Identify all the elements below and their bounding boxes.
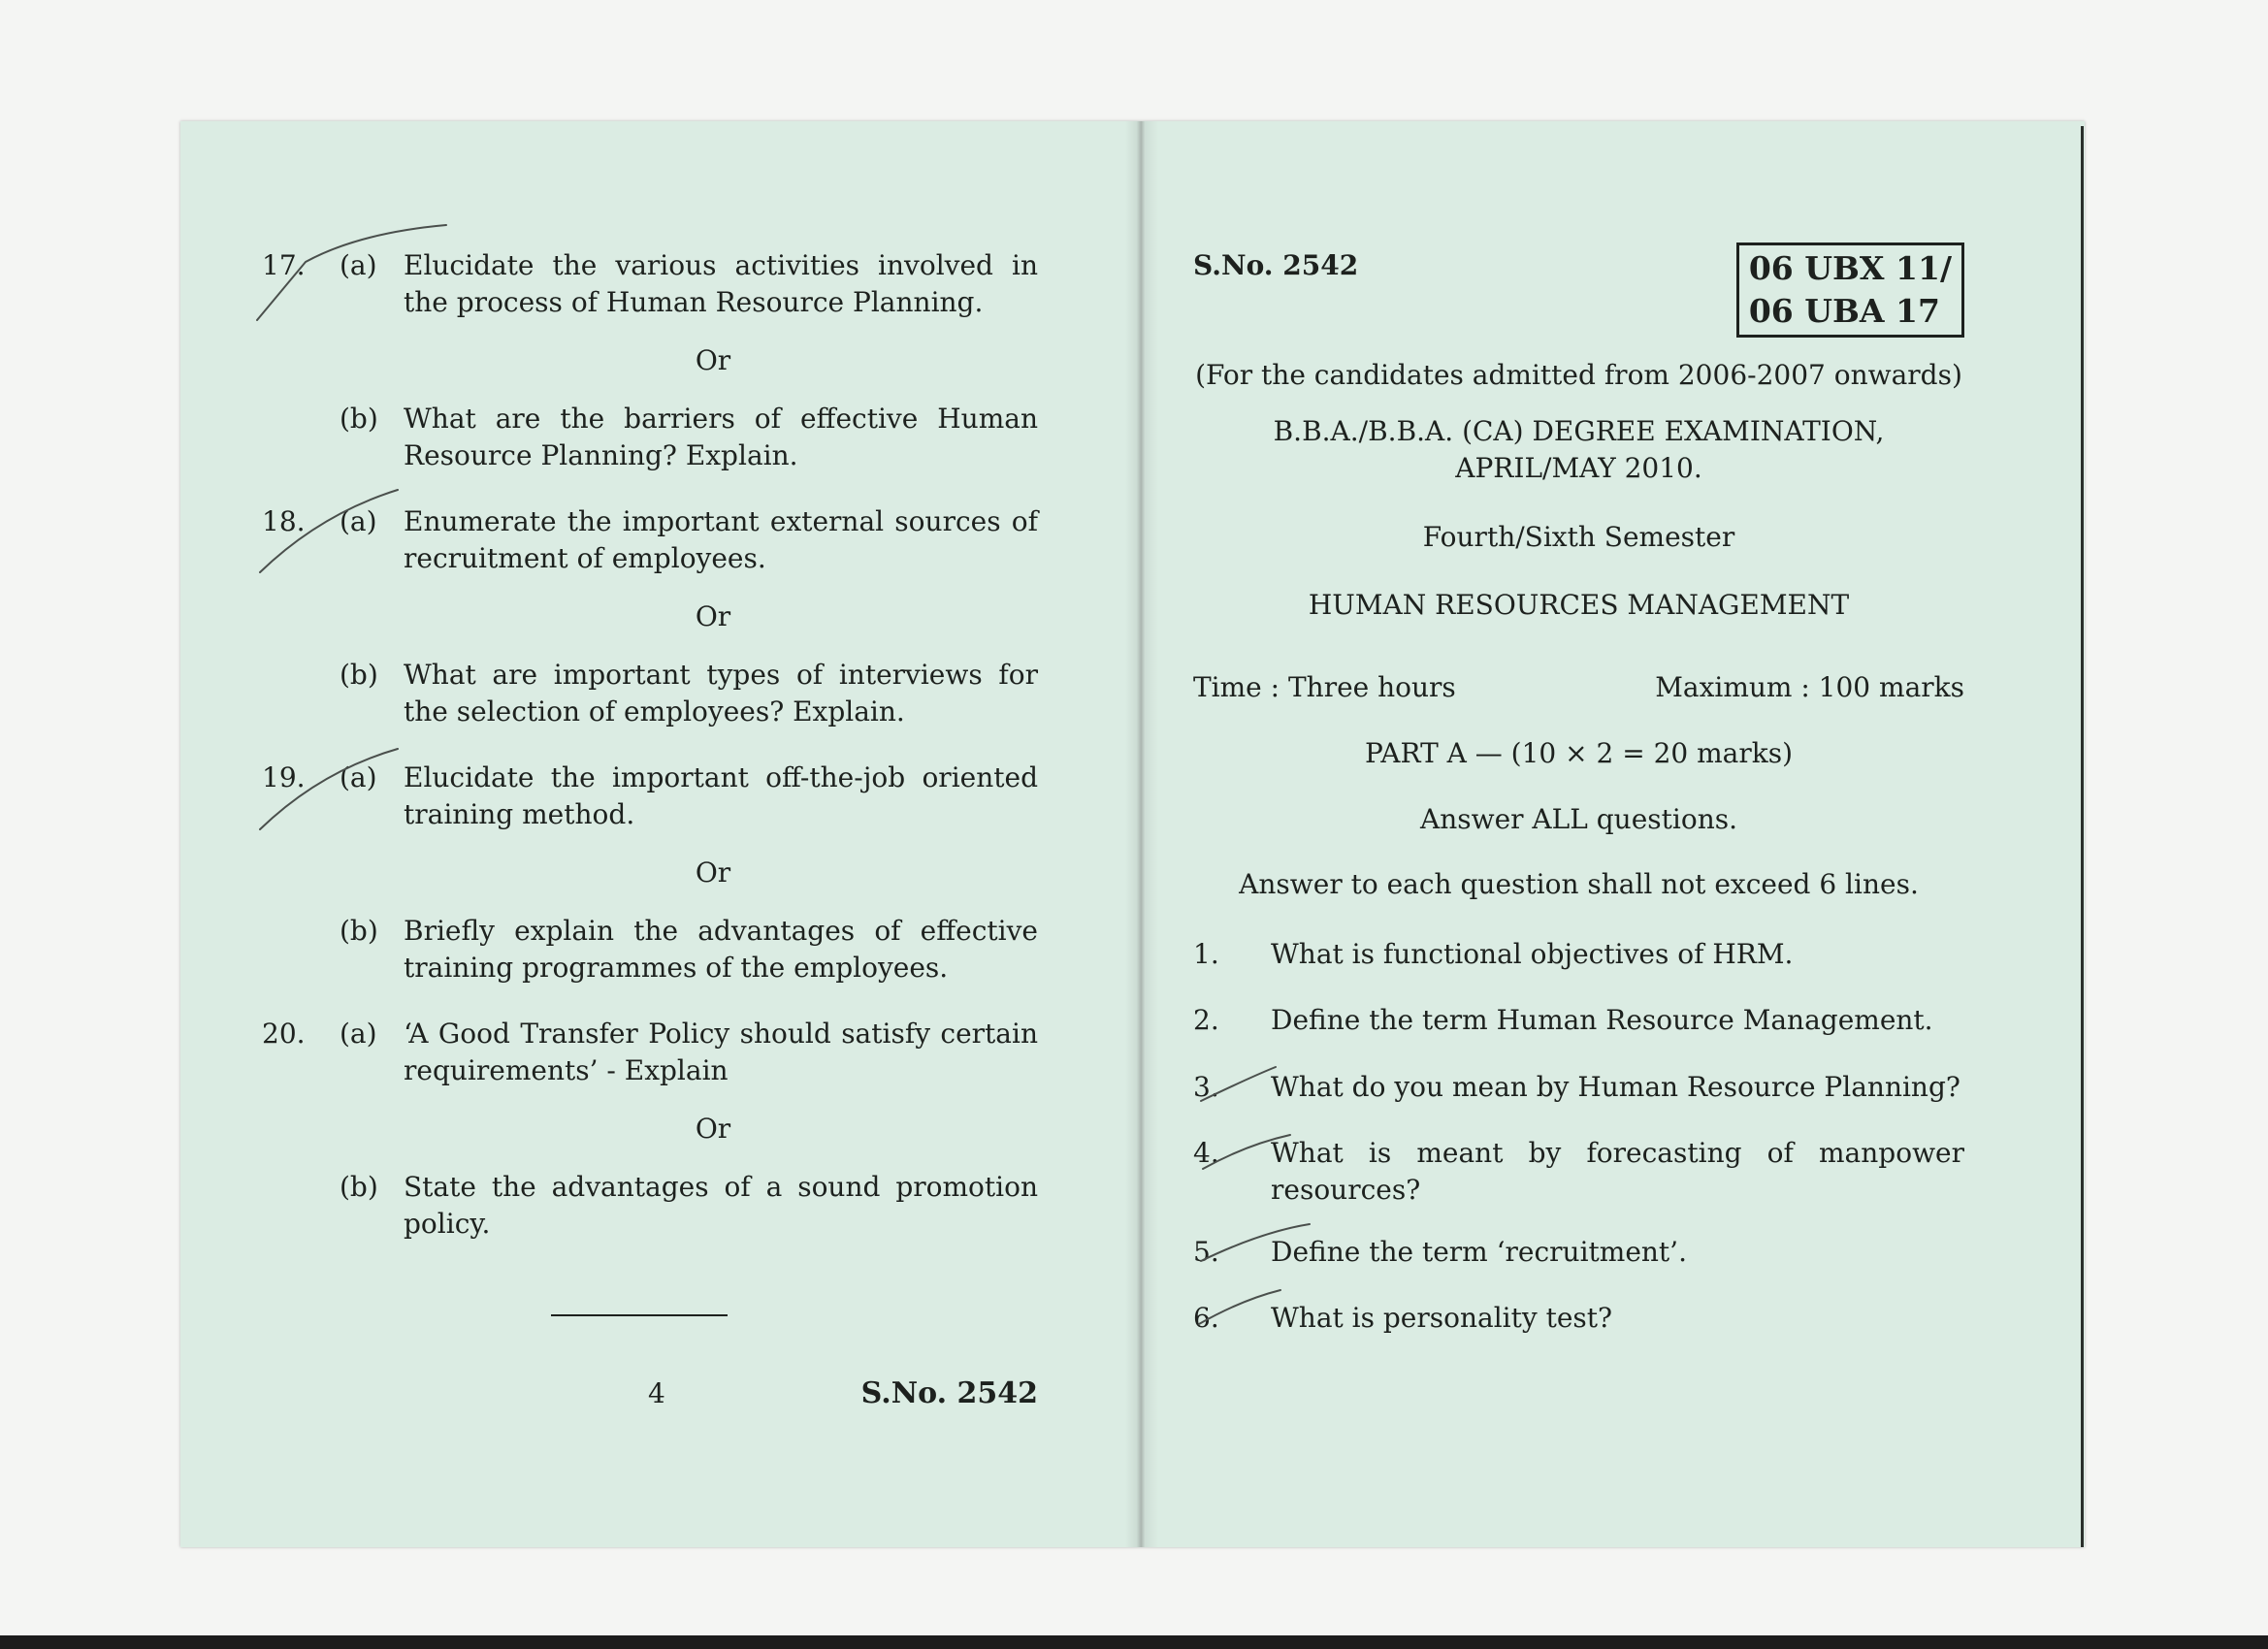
serial-number: S.No. 2542	[1193, 249, 1359, 281]
question-text: What is personality test?	[1271, 1302, 1613, 1334]
exam-title-line-2: APRIL/MAY 2010.	[1455, 452, 1702, 484]
maximum-marks: Maximum : 100 marks	[1655, 671, 1964, 703]
or-separator: Or	[695, 600, 731, 632]
question-number: 3.	[1193, 1071, 1219, 1103]
part-label: (a)	[340, 249, 377, 281]
part-label: (b)	[340, 1171, 378, 1203]
time-allowed: Time : Three hours	[1193, 671, 1456, 703]
subject-title: HUMAN RESOURCES MANAGEMENT	[1308, 589, 1850, 621]
end-rule	[551, 1314, 728, 1316]
question-number: 6.	[1193, 1302, 1219, 1334]
question-text: Define the term ‘recruitment’.	[1271, 1236, 1687, 1268]
question-17	[262, 247, 1038, 474]
question-text: What are important types of interviews for the selection of employees? Explain.	[404, 659, 1038, 728]
question-text: Elucidate the various activities involved in the process of Human Resource Planning.	[404, 249, 1038, 318]
question-number: 4.	[1193, 1137, 1219, 1169]
question-text: Define the term Human Resource Management.	[1271, 1004, 1933, 1036]
question-number: 18.	[262, 505, 306, 537]
question-number: 19.	[262, 761, 306, 793]
question-text: State the advantages of a sound promotion policy.	[404, 1171, 1038, 1240]
question-text: What is meant by forecasting of manpower resources?	[1271, 1137, 1964, 1206]
question-1	[1193, 936, 1964, 973]
question-text: Briefly explain the advantages of effective training programmes of the employees.	[404, 915, 1038, 984]
instruction-all: Answer ALL questions.	[1419, 803, 1738, 835]
left-page	[262, 247, 1038, 1243]
question-6	[1193, 1300, 1964, 1337]
question-text: What do you mean by Human Resource Planning?	[1271, 1071, 1960, 1103]
question-2	[1193, 1002, 1964, 1039]
instruction-lines: Answer to each question shall not exceed 6 lines.	[1239, 868, 1919, 900]
part-label: (b)	[340, 403, 378, 435]
question-5	[1193, 1234, 1964, 1271]
question-text: Elucidate the important off-the-job oriented training method.	[404, 761, 1038, 830]
question-20	[262, 1016, 1038, 1243]
question-4	[1193, 1135, 1964, 1209]
paper-fold	[1125, 121, 1158, 1547]
admission-note: (For the candidates admitted from 2006-2007 onwards)	[1195, 359, 1962, 391]
part-heading: PART A — (10 × 2 = 20 marks)	[1365, 737, 1793, 769]
question-text: ‘A Good Transfer Policy should satisfy certain requirements’ - Explain	[404, 1018, 1038, 1086]
semester: Fourth/Sixth Semester	[1422, 521, 1735, 553]
part-label: (b)	[340, 915, 378, 947]
page-number: 4	[648, 1377, 665, 1409]
question-number: 5.	[1193, 1236, 1219, 1268]
part-label: (b)	[340, 659, 378, 691]
question-text: Enumerate the important external sources of recruitment of employees.	[404, 505, 1038, 574]
time-marks-row	[1193, 669, 1964, 706]
or-separator: Or	[695, 857, 731, 889]
question-3	[1193, 1069, 1964, 1106]
or-separator: Or	[695, 344, 731, 376]
question-number: 2.	[1193, 1004, 1219, 1036]
question-19	[262, 760, 1038, 986]
question-text: What is functional objectives of HRM.	[1271, 938, 1794, 970]
part-label: (a)	[340, 1018, 377, 1050]
question-18	[262, 503, 1038, 730]
code-line-2: 06 UBA 17	[1748, 292, 1940, 330]
or-separator: Or	[695, 1113, 731, 1145]
question-number: 20.	[262, 1018, 306, 1050]
question-number: 1.	[1193, 938, 1219, 970]
scanner-edge	[0, 1635, 2268, 1649]
part-label: (a)	[340, 505, 377, 537]
paper-edge	[2081, 126, 2084, 1547]
part-label: (a)	[340, 761, 377, 793]
footer-serial: S.No. 2542	[860, 1376, 1038, 1410]
question-number: 17.	[262, 249, 306, 281]
question-text: What are the barriers of effective Human Resource Planning? Explain.	[404, 403, 1038, 471]
subject-code-box	[1736, 242, 1964, 338]
exam-title-line-1: B.B.A./B.B.A. (CA) DEGREE EXAMINATION,	[1273, 415, 1885, 447]
code-line-1: 06 UBX 11/	[1748, 249, 1952, 287]
